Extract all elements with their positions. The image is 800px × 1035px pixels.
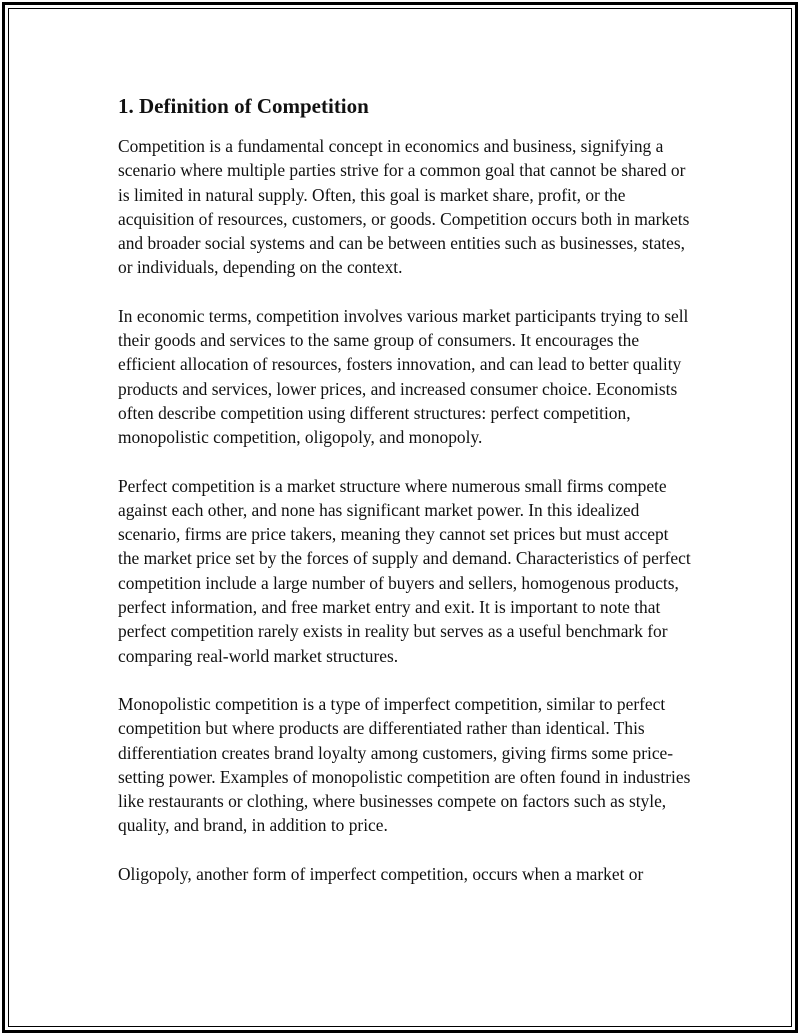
document-body — [118, 92, 693, 910]
section-heading: 1. Definition of Competition — [118, 94, 369, 118]
paragraph-5: Oligopoly, another form of imperfect competition, occurs when a market or — [118, 863, 644, 884]
paragraph-3: Perfect competition is a market structure where numerous small firms compete against each other, and none has significant market power. In this idealized scenario, firms are price takers, meaning they cannot set prices but must accept the market price set by the forces of supply and demand. Characteristics of perfect competition include a large number of buyers and sellers, homogenous products, perfect information, and free market entry and exit. It is important to note that perfect competition rarely exists in reality but serves as a useful benchmark for comparing real-world market structures. — [118, 475, 691, 666]
paragraph-1: Competition is a fundamental concept in economics and business, signifying a scenario where multiple parties strive for a common goal that cannot be shared or is limited in natural supply. Often, this goal is market share, profit, or the acquisition of resources, customers, or goods. Competition occurs both in markets and broader social systems and can be between entities such as businesses, states, or individuals, depending on the context. — [118, 136, 690, 278]
paragraph-2: In economic terms, competition involves various market participants trying to sell their goods and services to the same group of consumers. It encourages the efficient allocation of resources, fosters innovation, and can lead to better quality products and services, lower prices, and increased consumer choice. Economists often describe competition using different structures: perfect competition, monopolistic competition, oligopoly, and monopoly. — [118, 305, 689, 448]
paragraph-4: Monopolistic competition is a type of imperfect competition, similar to perfect competition but where products are differentiated rather than identical. This differentiation creates brand loyalty among customers, giving firms some price-setting power. Examples of monopolistic competition are often found in industries like restaurants or clothing, where businesses compete on factors such as style, quality, and brand, in addition to price. — [118, 693, 691, 836]
